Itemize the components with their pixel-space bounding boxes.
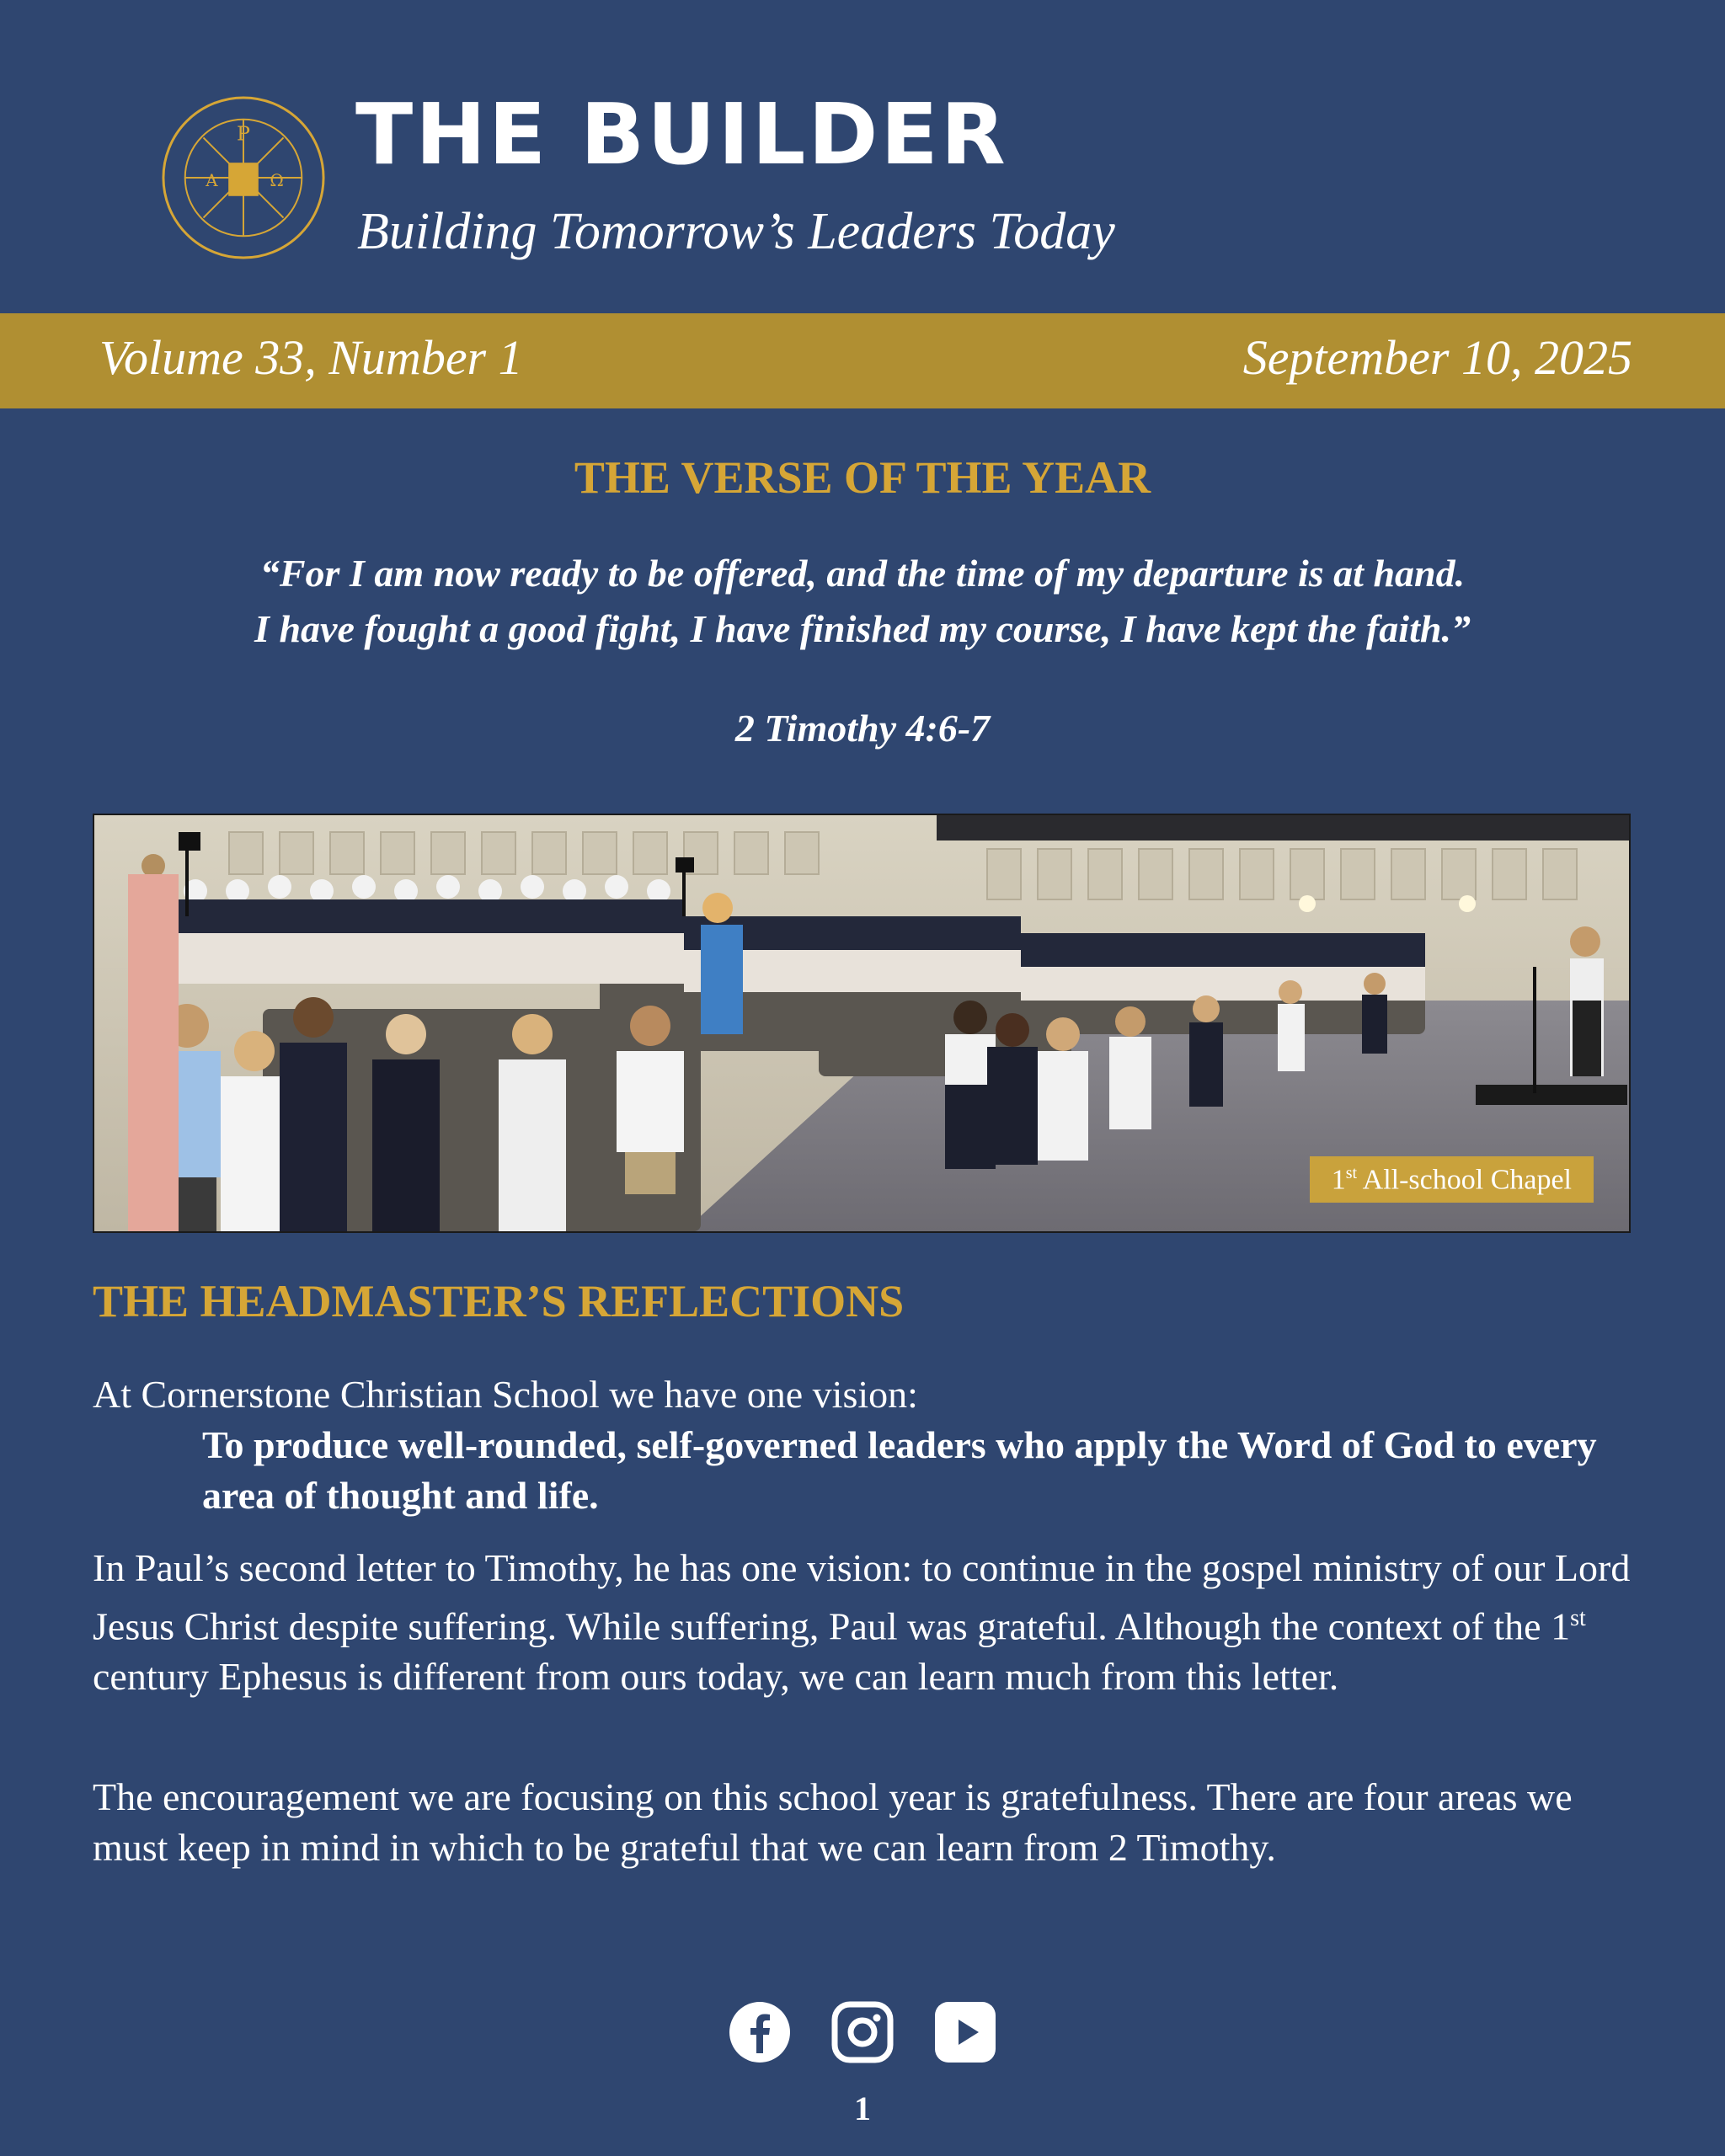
caption-ordinal: 1 bbox=[1331, 1164, 1346, 1195]
masthead bbox=[0, 0, 1725, 313]
verse-line-1: “For I am now ready to be offered, and the time of my departure is at hand. bbox=[259, 552, 1466, 595]
verse-quote bbox=[0, 546, 1725, 657]
p2-text-a: In Paul’s second letter to Timothy, he has one vision: to continue in the gospel ministry of our Lord Jesus Christ despite suffering. While suffering, Paul was grateful. Although the context of the 1 bbox=[93, 1546, 1631, 1648]
newsletter-title: THE BUILDER bbox=[355, 85, 1008, 184]
issue-volume: Volume 33, Number 1 bbox=[99, 330, 523, 385]
photo-caption bbox=[1310, 1156, 1594, 1203]
caption-text: All-school Chapel bbox=[1357, 1164, 1572, 1195]
reflections-paragraph-3: The encouragement we are focusing on this school year is gratefulness. There are four areas we must keep in mind in which to be grateful that we can learn from 2 Timothy. bbox=[93, 1775, 1573, 1869]
instagram-icon[interactable] bbox=[831, 2001, 894, 2063]
reflections-intro: At Cornerstone Christian School we have one vision: bbox=[93, 1373, 918, 1416]
caption-ordinal-suffix: st bbox=[1345, 1163, 1358, 1182]
chapel-photo bbox=[93, 814, 1631, 1233]
verse-reference: 2 Timothy 4:6-7 bbox=[734, 707, 991, 750]
youtube-icon[interactable] bbox=[934, 2001, 996, 2063]
social-links bbox=[0, 2001, 1725, 2063]
issue-date: September 10, 2025 bbox=[1242, 330, 1632, 385]
svg-text:A: A bbox=[206, 170, 218, 190]
svg-text:Ω: Ω bbox=[270, 170, 284, 190]
reflections-paragraph-2 bbox=[93, 1543, 1642, 1702]
verse-line-2: I have fought a good fight, I have finished my course, I have kept the faith.” bbox=[254, 607, 1471, 650]
page-number: 1 bbox=[854, 2089, 871, 2127]
p2-ordinal-suffix: st bbox=[1570, 1605, 1586, 1631]
school-seal-logo bbox=[160, 94, 327, 261]
vision-statement: To produce well-rounded, self-governed leaders who apply the Word of God to every area of thought and life. bbox=[202, 1423, 1597, 1517]
newsletter-tagline: Building Tomorrow’s Leaders Today bbox=[357, 203, 1115, 260]
verse-heading: THE VERSE OF THE YEAR bbox=[574, 452, 1151, 503]
p2-text-b: century Ephesus is different from ours today, we can learn much from this letter. bbox=[93, 1655, 1339, 1699]
svg-text:P: P bbox=[237, 121, 250, 146]
facebook-icon[interactable] bbox=[729, 2001, 791, 2063]
reflections-heading: THE HEADMASTER’S REFLECTIONS bbox=[93, 1276, 905, 1326]
issue-band bbox=[0, 313, 1725, 408]
